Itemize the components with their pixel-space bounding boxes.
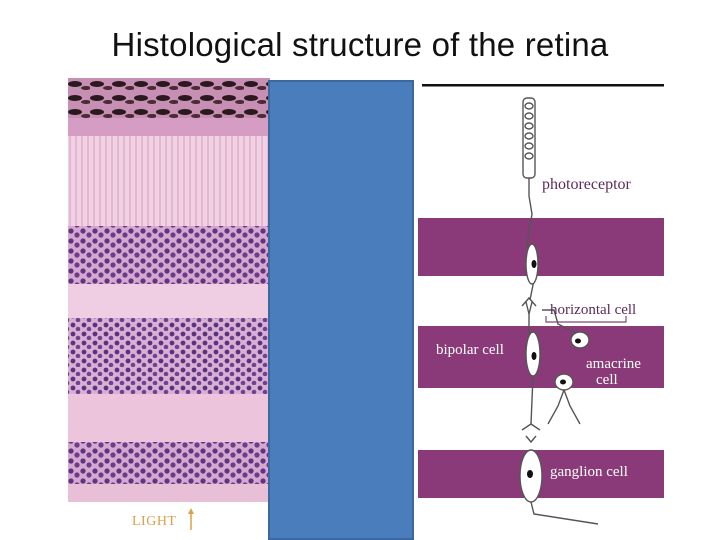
retina-micrograph [68, 78, 270, 502]
label-bipolar-cell: bipolar cell [436, 342, 504, 358]
light-label: LIGHT [132, 514, 177, 529]
label-horizontal-cell: horizontal cell [550, 302, 637, 318]
label-ganglion-cell: ganglion cell [550, 464, 628, 480]
overlay-rectangle [268, 80, 414, 540]
slide-title: Histological structure of the retina [111, 26, 609, 63]
label-amacrine-line1: amacrine [586, 356, 641, 372]
up-arrow-icon [188, 508, 194, 530]
label-amacrine-line2: cell [596, 372, 618, 388]
retina-cell-diagram [418, 84, 664, 526]
label-photoreceptor: photoreceptor [542, 176, 631, 193]
